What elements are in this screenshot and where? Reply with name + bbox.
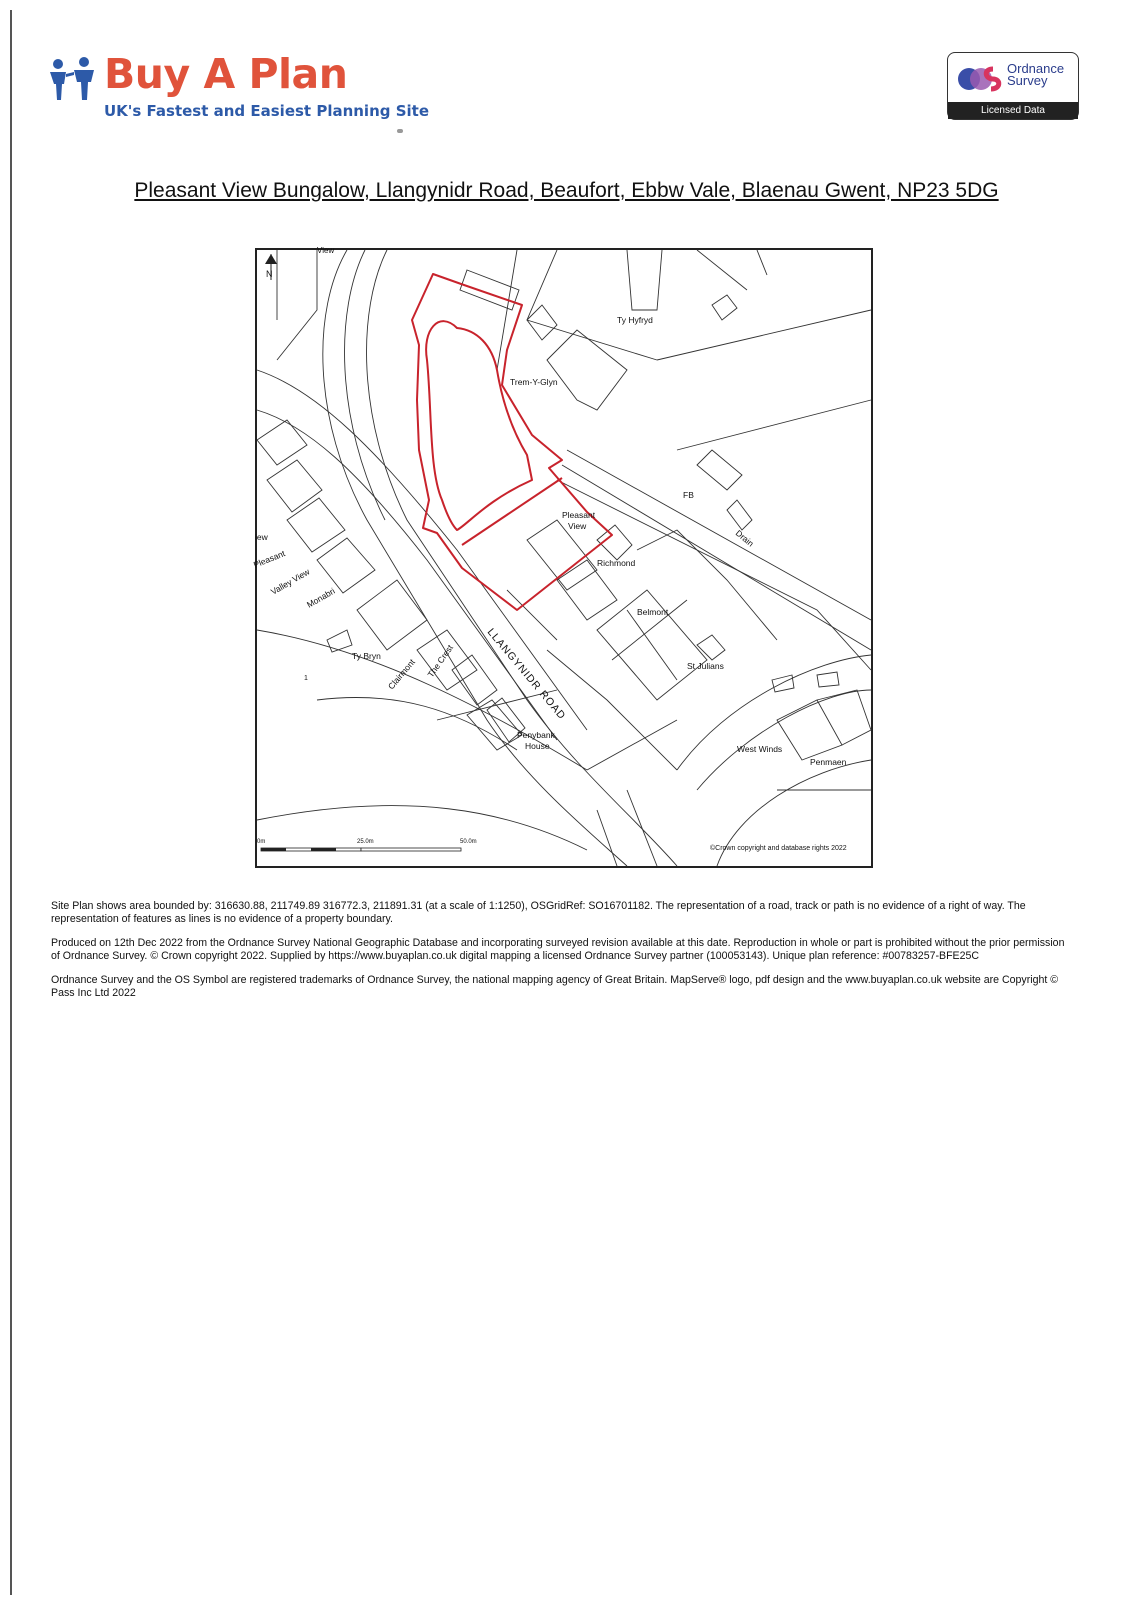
label-penmaen: Penmaen — [810, 757, 847, 767]
label-west-winds: West Winds — [737, 744, 783, 754]
label-pleasant-view-1: Pleasant — [562, 510, 596, 520]
os-symbol-icon — [955, 61, 1005, 97]
people-icon — [48, 58, 98, 100]
os-name — [1007, 63, 1064, 87]
notes — [51, 900, 1071, 1012]
licensed-data-label: Licensed Data — [948, 102, 1078, 119]
north-label: N — [266, 269, 273, 279]
scale-bar — [257, 839, 477, 851]
label-belmont: Belmont — [637, 607, 669, 617]
label-penybank-2: House — [525, 741, 550, 751]
label-valley-view: Valley View — [269, 566, 312, 597]
buyaplan-logo[interactable] — [48, 50, 430, 122]
site-address-title: Pleasant View Bungalow, Llangynidr Road, Beaufort, Ebbw Vale, Blaenau Gwent, NP23 5DG — [134, 179, 999, 202]
label-clairmont: Clairmont — [385, 656, 417, 692]
label-penybank-1: Penybank — [517, 730, 555, 740]
scale-mid: 25.0m — [357, 839, 374, 845]
map-copyright: ©Crown copyright and database rights 2022 — [710, 845, 847, 852]
label-pleasant-view-2: View — [568, 521, 587, 531]
site-plan-map — [252, 246, 873, 868]
label-the-crest: The Crest — [425, 642, 456, 680]
label-fb: FB — [683, 490, 694, 500]
note-trademarks: Ordnance Survey and the OS Symbol are registered trademarks of Ordnance Survey, the national mapping agency of Great Britain. MapServe® logo, pdf design and the www.buyaplan.co.uk website are Copyright © Pass Inc Ltd 2022 — [51, 974, 1059, 999]
label-marker-1: 1 — [304, 675, 308, 682]
page-edge-line — [10, 10, 12, 1595]
label-view-top: View — [317, 246, 335, 255]
label-drain: Drain — [733, 527, 756, 549]
north-arrow-icon — [265, 254, 277, 280]
label-pleasant-left: Pleasant — [252, 548, 287, 570]
os-name-line2: Survey — [1007, 73, 1048, 88]
road-label: LLANGYNIDR ROAD — [484, 626, 569, 723]
label-st-julians: St Julians — [687, 661, 724, 671]
scan-mark — [397, 129, 403, 133]
label-trem-y-glyn: Trem-Y-Glyn — [510, 377, 558, 387]
brand-name: Buy A Plan — [104, 50, 348, 98]
label-monabri: Monabri — [305, 585, 337, 610]
map-drawing — [252, 246, 871, 866]
note-bounds: Site Plan shows area bounded by: 316630.88, 211749.89 316772.3, 211891.31 (at a scale of 1:1250), OSGridRef: SO16701182. The representation of a road, track or path is no evidence of a right of way. The representation of features as lines is no evidence of a property boundary. — [51, 900, 1026, 925]
scale-start: 0m — [257, 839, 266, 845]
site-boundary — [412, 274, 612, 610]
brand-tagline: UK's Fastest and Easiest Planning Site — [104, 102, 430, 120]
label-ty-hyfryd: Ty Hyfryd — [617, 315, 653, 325]
label-richmond: Richmond — [597, 558, 636, 568]
label-ty-bryn: Ty Bryn — [352, 651, 381, 661]
scale-end: 50.0m — [460, 839, 477, 845]
note-produced: Produced on 12th Dec 2022 from the Ordnance Survey National Geographic Database and incorporating surveyed revision available at this date. Reproduction in whole or part is prohibited without the prior permission of Ordnance Survey. © Crown copyright 2022. Supplied by https://www.buyaplan.co.uk digital mapping a licensed Ordnance Survey partner (100053143). Unique plan reference: #00783257-BFE25C — [51, 937, 1065, 962]
label-iew-left: iew — [255, 532, 268, 542]
ordnance-survey-logo — [947, 52, 1079, 120]
os-name-line1: Ordnance — [1007, 61, 1065, 76]
